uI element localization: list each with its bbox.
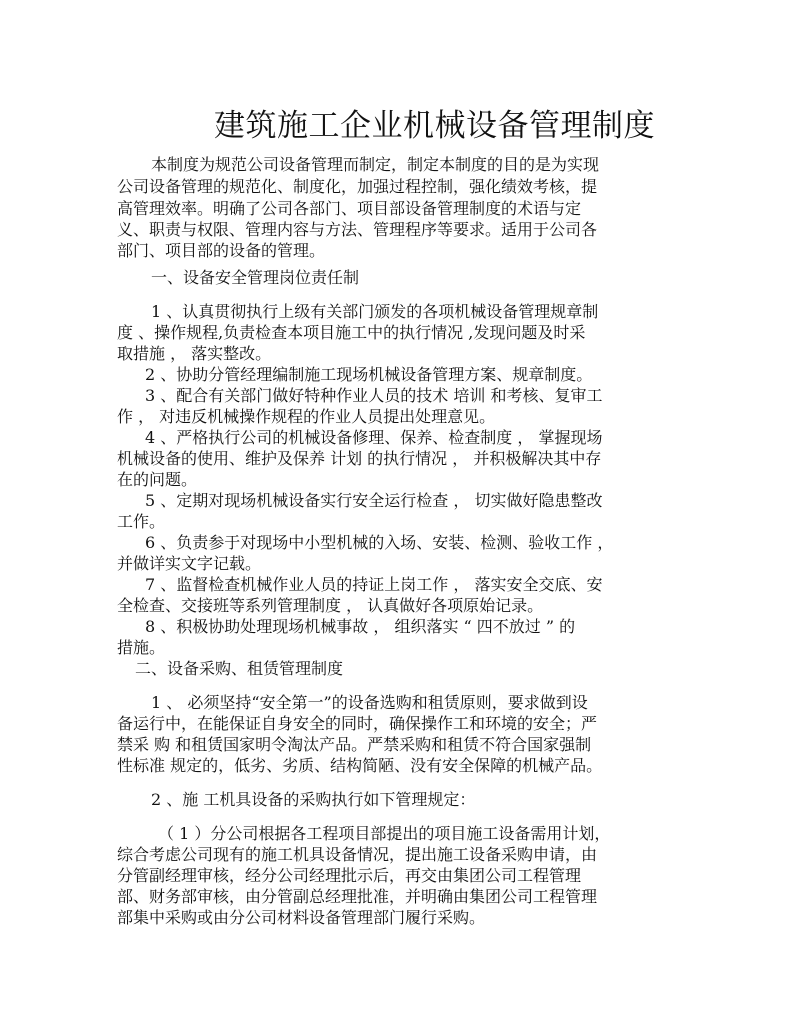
paragraph-line: 工作。 bbox=[117, 512, 166, 531]
section-heading: 一、设备安全管理岗位责任制 bbox=[151, 268, 360, 287]
paragraph-line: 公司设备管理的规范化、制度化，加强过程控制，强化绩效考核，提 bbox=[117, 177, 598, 196]
paragraph-line: 部集中采购或由分公司材料设备管理部门履行采购。 bbox=[117, 908, 486, 927]
paragraph-line: 5 、定期对现场机械设备实行安全运行检查 ， 切实做好隐患整改 bbox=[145, 491, 603, 510]
paragraph-line: 性标准 规定的，低劣、劣质、结构简陋、没有安全保障的机械产品。 bbox=[117, 756, 603, 775]
paragraph-line: （ 1 ）分公司根据各工程项目部提出的项目施工设备需用计划， bbox=[158, 824, 611, 843]
paragraph-line: 8 、积极协助处理现场机械事故 ， 组织落实 “ 四不放过 ” 的 bbox=[145, 617, 576, 636]
paragraph-line: 措施。 bbox=[117, 638, 166, 657]
paragraph-line: 部、财务部审核，由分管副总经理批准，并明确由集团公司工程管理 bbox=[117, 887, 598, 906]
paragraph-line: 分管副经理审核，经分公司经理批示后，再交由集团公司工程管理 bbox=[117, 866, 582, 885]
paragraph-line: 2 、协助分管经理编制施工现场机械设备管理方案、规章制度。 bbox=[145, 365, 593, 384]
paragraph-line: 2 、施 工机具设备的采购执行如下管理规定： bbox=[151, 790, 476, 809]
paragraph-line: 1 、 必须坚持“安全第一”的设备选购和租赁原则，要求做到设 bbox=[151, 693, 588, 712]
paragraph-line: 本制度为规范公司设备管理而制定，制定本制度的目的是为实现 bbox=[151, 155, 600, 174]
paragraph-line: 取措施 ， 落实整改。 bbox=[117, 344, 272, 363]
paragraph-line: 7 、监督检查机械作业人员的持证上岗工作 ， 落实安全交底、安 bbox=[145, 575, 603, 594]
paragraph-line: 1 、认真贯彻执行上级有关部门颁发的各项机械设备管理规章制 bbox=[151, 302, 599, 321]
paragraph-line: 禁采 购 和租赁国家明令淘汰产品。严禁采购和租赁不符合国家强制 bbox=[117, 735, 592, 754]
paragraph-line: 在的问题。 bbox=[117, 470, 198, 489]
paragraph-line: 备运行中，在能保证自身安全的同时，确保操作工和环境的安全；严 bbox=[117, 714, 598, 733]
document-title: 建筑施工企业机械设备管理制度 bbox=[214, 108, 655, 144]
paragraph-line: 3 、配合有关部门做好特种作业人员的技术 培训 和考核、复审工 bbox=[145, 386, 603, 405]
paragraph-line: 高管理效率。明确了公司各部门、项目部设备管理制度的术语与定 bbox=[117, 199, 582, 218]
paragraph-line: 部门、项目部的设备的管理。 bbox=[117, 241, 326, 260]
paragraph-line: 6 、负责参于对现场中小型机械的入场、安装、检测、验收工作 ， bbox=[145, 533, 614, 552]
paragraph-line: 4 、严格执行公司的机械设备修理、保养、检查制度 ， 掌握现场 bbox=[145, 428, 603, 447]
section-heading: 二、设备采购、租赁管理制度 bbox=[135, 659, 344, 678]
paragraph-line: 义、职责与权限、管理内容与方法、管理程序等要求。适用于公司各 bbox=[117, 220, 598, 239]
paragraph-line: 并做详实文字记载。 bbox=[117, 554, 262, 573]
paragraph-line: 作 ， 对违反机械操作规程的作业人员提出处理意见。 bbox=[117, 407, 496, 426]
paragraph-line: 度 、操作规程,负责检查本项目施工中的执行情况 ,发现问题及时采 bbox=[117, 323, 586, 342]
paragraph-line: 全检查、交接班等系列管理制度 ， 认真做好各项原始记录。 bbox=[117, 596, 544, 615]
paragraph-line: 机械设备的使用、维护及保养 计划 的执行情况 ， 并积极解决其中存 bbox=[117, 449, 602, 468]
paragraph-line: 综合考虑公司现有的施工机具设备情况，提出施工设备采购申请，由 bbox=[117, 845, 598, 864]
